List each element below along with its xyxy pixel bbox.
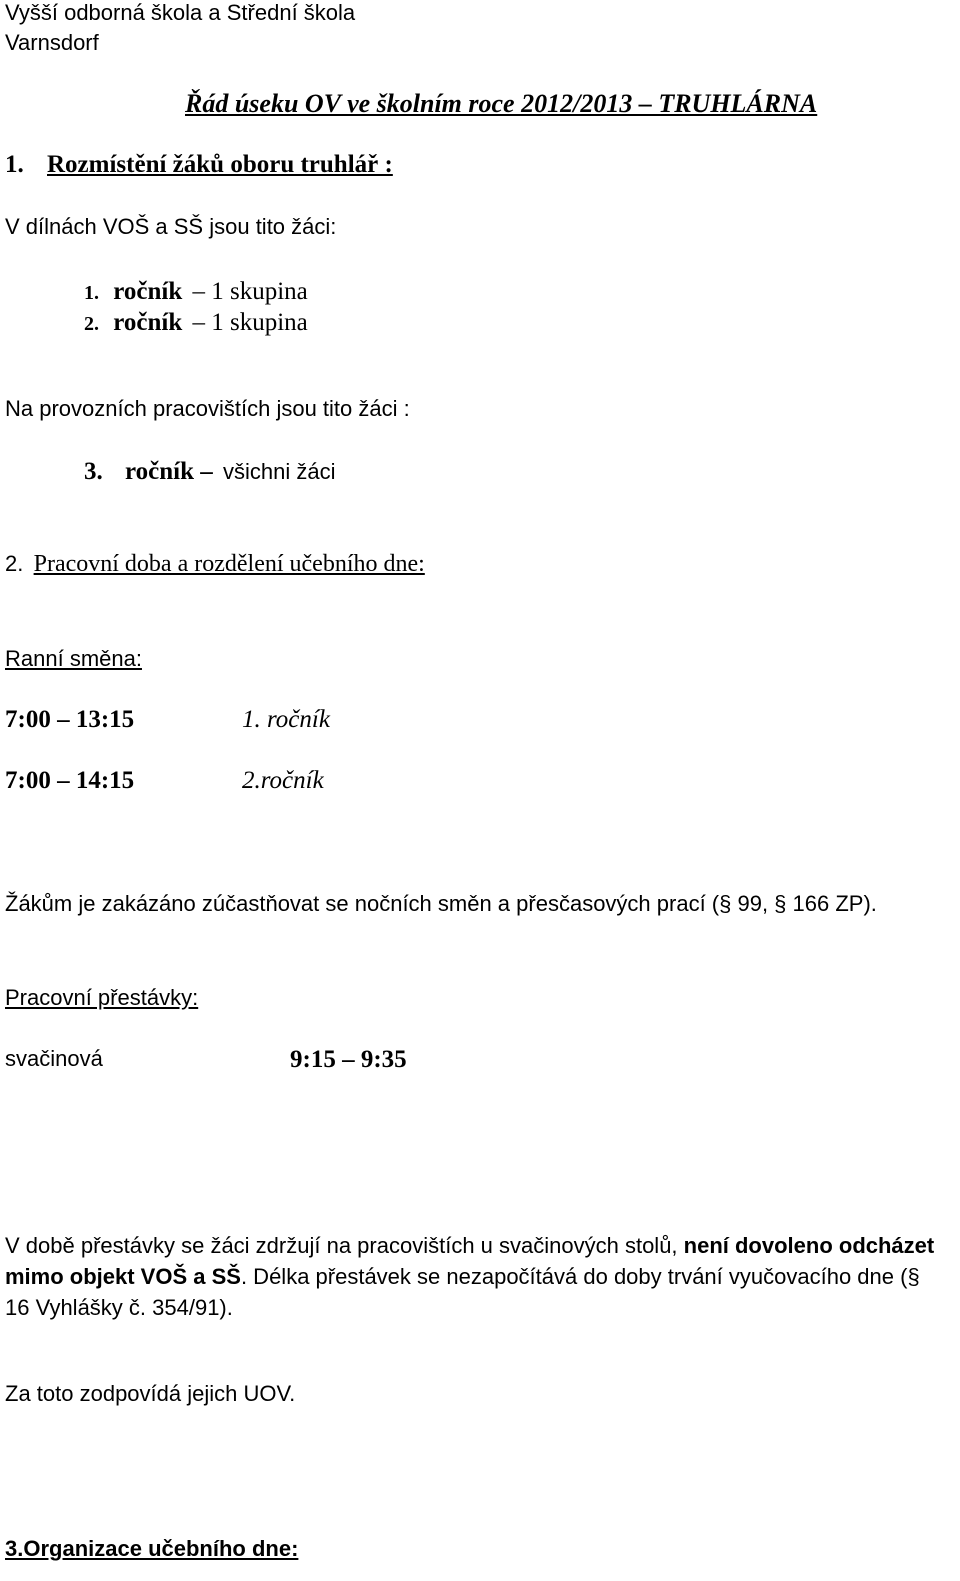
year-label: ročník (113, 309, 183, 336)
workshop-group-item (84, 277, 308, 307)
list-number: 3. (84, 458, 103, 485)
list-number: 1. (84, 282, 99, 304)
break-rules-paragraph (5, 1230, 950, 1323)
shift-time: 7:00 – 14:15 (5, 767, 135, 794)
section2-number: 2. (5, 551, 24, 576)
year-label: ročník – (125, 458, 213, 485)
breaks-label: Pracovní přestávky: (5, 985, 199, 1010)
break-rules-text: . Délka přestávek se nezapočítává do doby trvání vyučovacího dne (§ 16 Vyhlášky č. 354/91). (5, 1264, 920, 1320)
section3-heading: 3.Organizace učebního dne: (5, 1536, 299, 1561)
group-desc: – 1 skupina (192, 278, 308, 305)
year-label: ročník (113, 278, 183, 305)
list-number: 2. (84, 313, 99, 335)
section1-number: 1. (5, 151, 24, 178)
shift-label: Ranní směna: (5, 646, 142, 671)
responsibility-note: Za toto zodpovídá jejich UOV. (5, 1381, 296, 1406)
shift-time: 7:00 – 13:15 (5, 706, 135, 733)
break-rules-text: V době přestávky se žáci zdržují na pracovištích u svačinových stolů, (5, 1233, 684, 1258)
prohibition-note: Žákům je zakázáno zúčastňovat se nočních směn a přesčasových prací (§ 99, § 166 ZP). (5, 891, 877, 916)
operations-intro: Na provozních pracovištích jsou tito žáci : (5, 396, 410, 421)
shift-year: 2.ročník (242, 767, 324, 794)
section2-heading: Pracovní doba a rozdělení učebního dne: (33, 551, 425, 577)
school-name-line1: Vyšší odborná škola a Střední škola (5, 0, 356, 25)
group-desc: všichni žáci (223, 459, 336, 484)
break-name: svačinová (5, 1046, 103, 1071)
workshops-intro: V dílnách VOŠ a SŠ jsou tito žáci: (5, 214, 337, 239)
group-desc: – 1 skupina (192, 309, 308, 336)
operations-group-item (84, 457, 335, 487)
break-rules-emphasis: není dovoleno odcházet mimo objekt VOŠ a SŠ (5, 1233, 935, 1289)
workshop-group-item (84, 308, 308, 338)
break-time: 9:15 – 9:35 (290, 1046, 407, 1073)
school-name-line2: Varnsdorf (5, 30, 99, 55)
shift-year: 1. ročník (242, 706, 330, 733)
section1-heading: Rozmístění žáků oboru truhlář : (47, 151, 393, 178)
section2-heading-line (5, 549, 425, 579)
document-title: Řád úseku OV ve školním roce 2012/2013 – TRUHLÁRNA (185, 89, 818, 118)
